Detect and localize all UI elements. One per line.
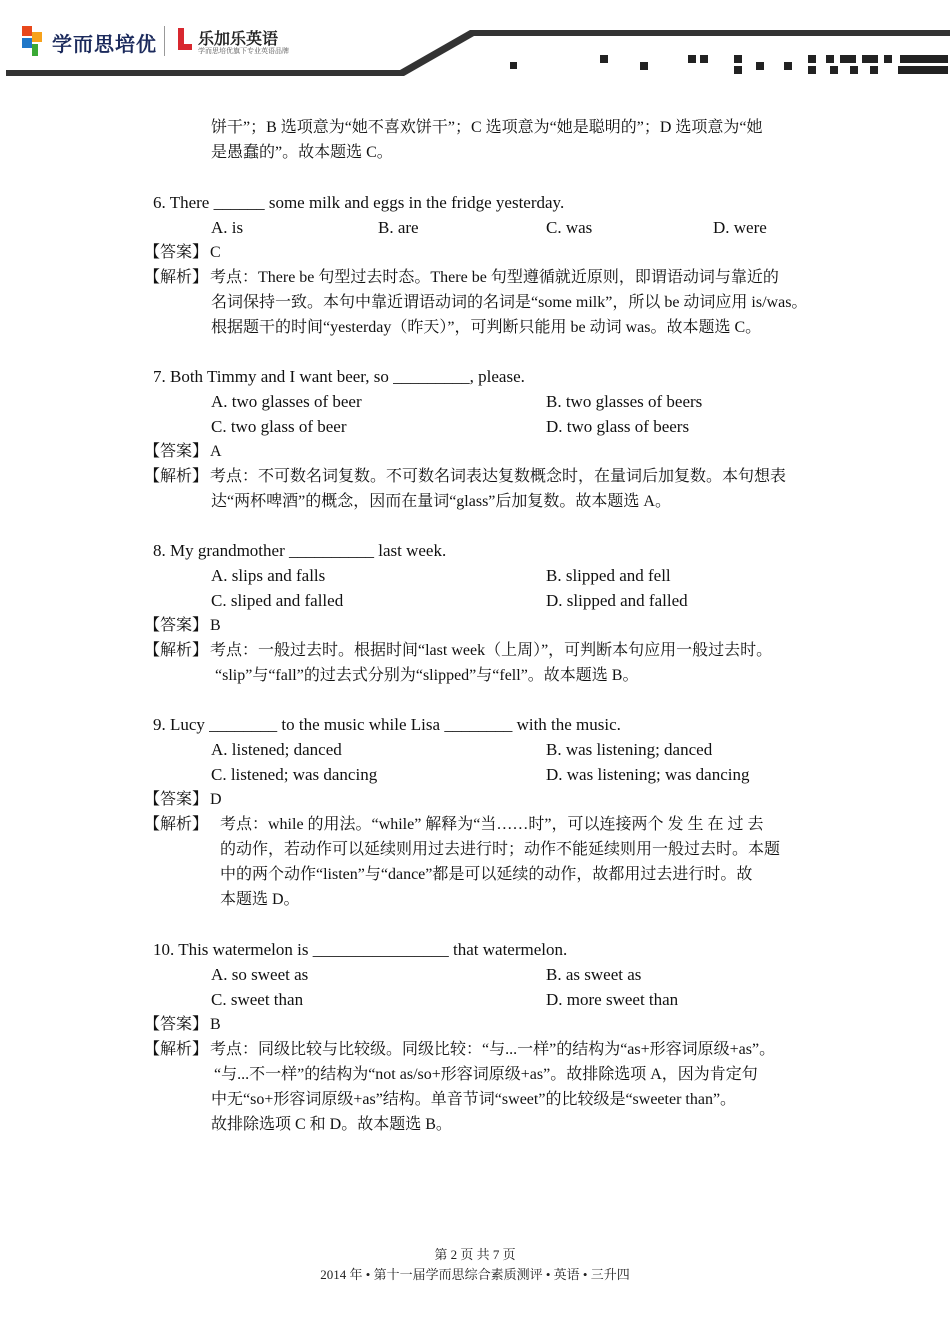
- option: A. slips and falls: [211, 566, 326, 585]
- answer-value: B: [210, 617, 221, 634]
- question-stem: 7. Both Timmy and I want beer, so _________, please.: [153, 367, 525, 386]
- answer-label: 【答案】: [144, 244, 209, 261]
- option: A. so sweet as: [211, 965, 309, 984]
- analysis-line: 中的两个动作“listen”与“dance”都是可以延续的动作，故都用过去进行时。故: [220, 866, 753, 883]
- analysis-line: 考点：一般过去时。根据时间“last week（上周）”，可判断本句应用一般过去时。: [210, 642, 773, 659]
- analysis-label: 【解析】: [144, 269, 209, 286]
- analysis-line: 本题选 D。: [220, 891, 300, 908]
- xueersi-logo-mark: [20, 24, 48, 58]
- answer-label: 【答案】: [144, 1016, 209, 1033]
- option: A. two glasses of beer: [211, 392, 362, 411]
- analysis-line: 考点：There be 句型过去时态。There be 句型遵循就近原则，即谓语动词与靠近的: [210, 269, 779, 286]
- analysis-label: 【解析】: [144, 816, 209, 833]
- option: D. slipped and falled: [546, 591, 688, 610]
- analysis-label: 【解析】: [144, 642, 209, 659]
- intro-line: 饼干”；B 选项意为“她不喜欢饼干”；C 选项意为“她是聪明的”；D 选项意为“她: [211, 119, 763, 136]
- option: C. sweet than: [211, 990, 304, 1009]
- lejiale-logo-mark: [176, 26, 194, 52]
- option: C. two glass of beer: [211, 417, 347, 436]
- analysis-line: “slip”与“fall”的过去式分别为“slipped”与“fell”。故本题选 B。: [215, 667, 639, 684]
- option: B. slipped and fell: [546, 566, 671, 585]
- lejiale-logo-subtitle: 学而思培优旗下专业英语品牌: [198, 48, 289, 55]
- question-stem: 8. My grandmother __________ last week.: [153, 541, 447, 560]
- option: B. was listening; danced: [546, 740, 713, 759]
- option: A. listened; danced: [211, 740, 342, 759]
- option: D. more sweet than: [546, 990, 679, 1009]
- analysis-line: 考点：while 的用法。“while” 解释为“当……时”，可以连接两个 发 生 在 过 去: [220, 816, 764, 833]
- option: D. were: [713, 218, 767, 237]
- option: C. was: [546, 218, 593, 237]
- lejiale-logo-text: 乐加乐英语: [198, 31, 279, 48]
- analysis-line: 的动作，若动作可以延续则用过去进行时；动作不能延续则用一般过去时。本题: [220, 841, 781, 858]
- option: C. listened; was dancing: [211, 765, 378, 784]
- analysis-label: 【解析】: [144, 1041, 209, 1058]
- xueersi-logo: [20, 24, 160, 58]
- option: A. is: [211, 218, 244, 237]
- answer-value: A: [210, 443, 222, 460]
- analysis-label: 【解析】: [144, 468, 209, 485]
- question-stem: 9. Lucy ________ to the music while Lisa ________ with the music.: [153, 715, 621, 734]
- option: D. two glass of beers: [546, 417, 690, 436]
- answer-value: D: [210, 791, 222, 808]
- analysis-line: 根据题干的时间“yesterday（昨天）”，可判断只能用 be 动词 was。故本题选 C。: [211, 319, 762, 336]
- answer-value: B: [210, 1016, 221, 1033]
- answer-value: C: [210, 244, 221, 261]
- answer-label: 【答案】: [144, 443, 209, 460]
- question-stem: 10. This watermelon is ________________ that watermelon.: [153, 940, 568, 959]
- xueersi-logo-text: 学而思培优: [52, 34, 157, 56]
- page-number: 第 2 页 共 7 页: [434, 1247, 516, 1262]
- analysis-line: 名词保持一致。本句中靠近谓语动词的名词是“some milk”，所以 be 动词应用 is/was。: [211, 294, 808, 311]
- option: B. two glasses of beers: [546, 392, 703, 411]
- option: D. was listening; was dancing: [546, 765, 750, 784]
- answer-label: 【答案】: [144, 791, 209, 808]
- analysis-line: 考点：同级比较与比较级。同级比较：“与...一样”的结构为“as+形容词原级+as”。: [210, 1041, 776, 1058]
- analysis-line: 中无“so+形容词原级+as”结构。单音节词“sweet”的比较级是“sweeter than”。: [211, 1091, 737, 1108]
- option: B. as sweet as: [546, 965, 642, 984]
- lejiale-logo: [176, 26, 316, 58]
- analysis-line: “与...不一样”的结构为“not as/so+形容词原级+as”。故排除选项 A，因为肯定句: [214, 1066, 758, 1083]
- intro-line: 是愚蠢的”。故本题选 C。: [211, 144, 393, 161]
- answer-label: 【答案】: [144, 617, 209, 634]
- footer-title: 2014 年 • 第十一届学而思综合素质测评 • 英语 • 三升四: [320, 1267, 630, 1282]
- option: B. are: [378, 218, 419, 237]
- option: C. sliped and falled: [211, 591, 344, 610]
- page-header: [0, 0, 950, 90]
- analysis-line: 考点：不可数名词复数。不可数名词表达复数概念时，在量词后加复数。本句想表: [210, 468, 787, 485]
- question-stem: 6. There ______ some milk and eggs in the fridge yesterday.: [153, 193, 565, 212]
- analysis-line: 达“两杯啤酒”的概念，因而在量词“glass”后加复数。故本题选 A。: [211, 493, 671, 510]
- logo-divider: [164, 26, 165, 56]
- analysis-line: 故排除选项 C 和 D。故本题选 B。: [211, 1116, 452, 1133]
